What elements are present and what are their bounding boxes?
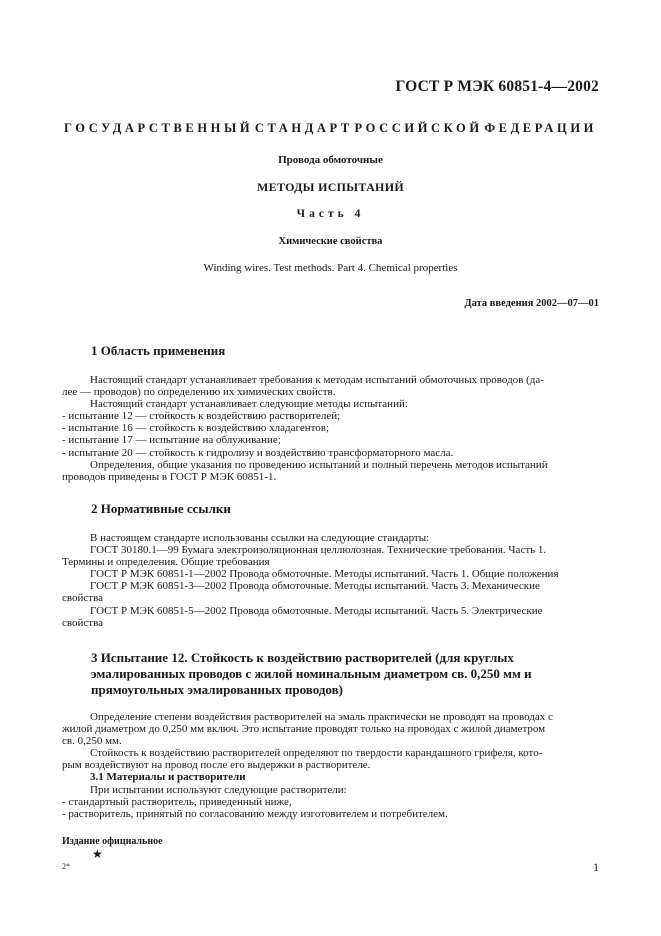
paragraph-line: При испытании используют следующие растворители:: [90, 783, 347, 796]
introduction-date: Дата введения 2002—07—01: [464, 298, 599, 309]
heading-line: прямоугольных эмалированных проводов): [91, 682, 343, 697]
paragraph-line: Настоящий стандарт устанавливает требования к методам испытаний обмоточных проводов (да-: [90, 374, 544, 386]
list-item: - стандартный растворитель, приведенный ниже,: [62, 795, 292, 808]
paragraph-line: В настоящем стандарте использованы ссылки на следующие стандарты:: [90, 532, 430, 544]
paragraph-line: жилой диаметром до 0,250 мм включ. Это испытание проводят только на проводах с жилой диаметром: [62, 723, 546, 736]
title-subject: Провода обмоточные: [278, 154, 383, 166]
paragraph-line: Определения, общие указания по проведению испытаний и полный перечень методов испытаний: [90, 458, 548, 471]
section-2-heading: 2 Нормативные ссылки: [91, 501, 231, 516]
subsection-heading: 3.1 Материалы и растворители: [90, 771, 246, 784]
list-item: - испытание 17 — испытание на облуживание;: [62, 434, 281, 447]
document-code: ГОСТ Р МЭК 60851-4—2002: [395, 78, 599, 95]
state-line-word: СТАНДАРТ: [254, 121, 353, 135]
reference-line: ГОСТ Р МЭК 60851-5—2002 Провода обмоточные. Методы испытаний. Часть 5. Электрические: [90, 604, 543, 617]
state-standard-line: [64, 121, 597, 136]
paragraph-line: рым воздействуют на провод после его выдержки в растворителе.: [62, 759, 371, 772]
title-main: МЕТОДЫ ИСПЫТАНИЙ: [257, 180, 404, 194]
title-part: Часть 4: [296, 208, 365, 220]
heading-line: эмалированных проводов с жилой номинальным диаметром св. 0,250 мм и: [91, 666, 532, 681]
paragraph-line: лее — проводов) по определению их химических свойств.: [62, 386, 336, 399]
reference-line: ГОСТ Р МЭК 60851-3—2002 Провода обмоточные. Методы испытаний. Часть 3. Механические: [90, 580, 540, 593]
section-1-heading: 1 Область применения: [91, 343, 226, 358]
title-english: Winding wires. Test methods. Part 4. Chemical properties: [203, 262, 458, 274]
paragraph-line: св. 0,250 мм.: [62, 735, 122, 748]
heading-line: 3 Испытание 12. Стойкость к воздействию растворителей (для круглых: [91, 650, 514, 665]
state-line-word: ГОСУДАРСТВЕННЫЙ: [64, 121, 254, 135]
title-part-name: Химические свойства: [278, 236, 383, 247]
star-icon: ★: [92, 847, 103, 861]
reference-line: свойства: [62, 616, 104, 629]
reference-line: Термины и определения. Общие требования: [62, 556, 270, 569]
state-line-word: РОССИЙСКОЙ: [354, 121, 483, 135]
state-line-word: ФЕДЕРАЦИИ: [484, 121, 597, 135]
section-3-body: [62, 711, 599, 820]
reference-line: ГОСТ Р МЭК 60851-1—2002 Провода обмоточные. Методы испытаний. Часть 1. Общие положения: [90, 568, 559, 581]
reference-line: ГОСТ 30180.1—99 Бумага электроизоляционная целлюлозная. Технические требования. Часть 1.: [90, 544, 547, 557]
paragraph-line: проводов приведены в ГОСТ Р МЭК 60851-1.: [62, 470, 277, 483]
list-item: - испытание 16 — стойкость к воздействию хладагентов;: [62, 422, 329, 435]
list-item: - испытание 12 — стойкость к воздействию растворителей;: [62, 410, 341, 423]
list-item: - растворитель, принятый по согласованию между изготовителем и потребителем.: [62, 807, 448, 820]
page-number: 1: [593, 860, 599, 874]
list-item: - испытание 20 — стойкость к гидролизу и воздействию трансформаторного масла.: [62, 446, 454, 459]
paragraph-line: Стойкость к воздействию растворителей определяют по твердости карандашного грифеля, кото-: [90, 747, 543, 760]
reference-line: свойства: [62, 592, 104, 605]
paragraph-line: Настоящий стандарт устанавливает следующие методы испытаний:: [90, 398, 408, 411]
sheet-mark: 2*: [62, 862, 70, 871]
section-1-body: [62, 374, 599, 483]
paragraph-line: Определение степени воздействия растворителей на эмаль практически не проводят на проводах с: [90, 711, 553, 723]
section-3-heading: [91, 650, 603, 698]
official-edition-label: Издание официальное: [62, 836, 163, 847]
section-2-body: [62, 532, 599, 629]
